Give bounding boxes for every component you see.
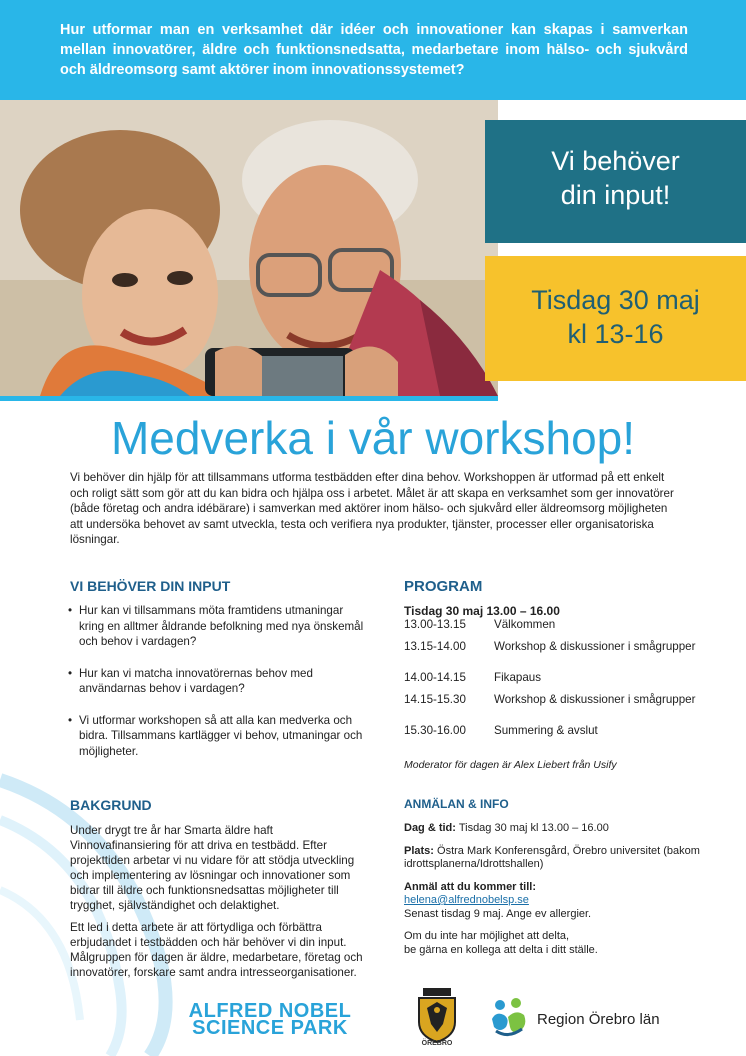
info-note-line1: Om du inte har möjlighet att delta, [404, 930, 570, 942]
input-bullet-list [68, 603, 368, 775]
hero-photo [0, 100, 498, 396]
info-date-label: Dag & tid: [404, 822, 456, 834]
program-activity: Fikapaus [494, 671, 542, 684]
info-date-value: Tisdag 30 maj kl 13.00 – 16.00 [458, 822, 609, 834]
info-date [404, 822, 704, 836]
info-deadline: Senast tisdag 9 maj. Ange ev allergier. [404, 907, 592, 920]
moderator-note: Moderator för dagen är Alex Liebert från Usify [404, 759, 617, 771]
program-activity: Workshop & diskussioner i smågrupper [494, 640, 696, 653]
bakgrund-paragraph-1: Under drygt tre år har Smarta äldre haft Vinnovafinansiering för att driva en testbädd. Efter projekttiden arbetar vi nu vidare för att stödja utveckling och implementering av lösningar och innovationer som bidrar till äldre och funktionsnedsattas möjligheter till trygghet, självständighet och delaktighet. [70, 824, 355, 912]
input-callout-line2: din input! [560, 180, 671, 210]
info-place-value: Östra Mark Konferensgård, Örebro universitet (bakom idrottsplanerna/Idrottshallen) [404, 844, 700, 870]
program-heading: PROGRAM [404, 578, 483, 595]
seniors-photo-illustration [0, 100, 498, 396]
program-time: 15.30-16.00 [404, 724, 466, 737]
input-callout-line1: Vi behöver [551, 146, 680, 176]
info-register [404, 881, 704, 922]
program-time: 14.15-15.30 [404, 693, 466, 706]
program-activity: Välkommen [494, 618, 556, 631]
banner-text: Hur utformar man en verksamhet där idéer och innovationer kan skapas i samverkan mellan innovatörer, äldre och funktionsnedsatta, medarbetare inom hälso- och sjukvård och äldreomsorg samt aktörer inom innovationssystemet? [60, 22, 688, 78]
alfred-nobel-logo-line1: ALFRED NOBEL [188, 1000, 352, 1022]
info-note [404, 930, 704, 957]
list-item: • Hur kan vi matcha innovatörernas behov med användarnas behov i vardagen? [68, 666, 368, 697]
table-row [404, 725, 704, 747]
photo-underline [0, 396, 498, 401]
bakgrund-paragraph-2: Ett led i detta arbete är att förtydliga och förbättra erbjudandet i testbädden och här behöver vi din input. Målgruppen för dagen är äldre, medarbetare, företag och innovatörer, forskare samt andra intresseorganisationer. [70, 921, 363, 979]
table-row [404, 694, 704, 725]
region-orebro-logo-icon [490, 997, 528, 1037]
date-callout [485, 256, 746, 381]
region-orebro-logo-text: Region Örebro län [537, 1011, 660, 1028]
table-row [404, 672, 704, 694]
table-row [404, 619, 704, 641]
intro-paragraph: Vi behöver din hjälp för att tillsammans utforma testbädden efter dina behov. Workshoppen är utformad på ett enkelt och roligt sätt som gör att du kan bidra och hjälpa oss i arbetet. Målet är att skapa en verksamhet som ger innovatörer (både företag och andra idébärare) i samverkan med aktörer inom hälso- och sjukvård eller äldreomsorg möjligheten att undersöka behovet av samt utveckla, testa och verifiera nya produkter, tjänster, processer eller organisatoriska lösningar. [70, 471, 674, 546]
info-place-label: Plats: [404, 844, 434, 857]
date-callout-line2: kl 13-16 [567, 319, 664, 349]
info-place [404, 845, 704, 872]
orebro-crest-icon [413, 988, 461, 1048]
info-block [404, 822, 704, 966]
bakgrund-text [70, 823, 376, 987]
list-item: • Hur kan vi tillsammans möta framtidens utmaningar kring en alltmer åldrande befolkning med nya önskemål och behov i vardagen? [68, 603, 368, 650]
program-time: 13.00-13.15 [404, 618, 466, 631]
program-table [404, 619, 704, 747]
program-time: 13.15-14.00 [404, 640, 466, 653]
page-title: Medverka i vår workshop! [110, 412, 636, 464]
orebro-logo-text: ÖREBRO [421, 1040, 453, 1047]
list-item: • Vi utformar workshopen så att alla kan medverka och bidra. Tillsammans kartlägger vi behov, utmaningar och möjligheter. [68, 713, 368, 760]
input-section-heading: VI BEHÖVER DIN INPUT [70, 578, 231, 594]
program-time: 14.00-14.15 [404, 671, 466, 684]
program-date: Tisdag 30 maj 13.00 – 16.00 [404, 604, 560, 618]
date-callout-line1: Tisdag 30 maj [531, 285, 700, 315]
email-link[interactable]: helena@alfrednobelsp.se [404, 894, 529, 906]
table-row [404, 641, 704, 672]
alfred-nobel-logo [170, 1000, 370, 1039]
alfred-nobel-logo-line2: SCIENCE PARK [192, 1017, 348, 1039]
input-callout [485, 120, 746, 243]
top-banner [0, 0, 746, 100]
program-activity: Summering & avslut [494, 724, 598, 737]
info-heading: ANMÄLAN & INFO [404, 797, 509, 811]
info-register-label: Anmäl att du kommer till: [404, 880, 537, 893]
info-note-line2: be gärna en kollega att delta i ditt ställe. [404, 943, 598, 956]
bakgrund-heading: BAKGRUND [70, 797, 152, 813]
program-activity: Workshop & diskussioner i smågrupper [494, 693, 696, 706]
